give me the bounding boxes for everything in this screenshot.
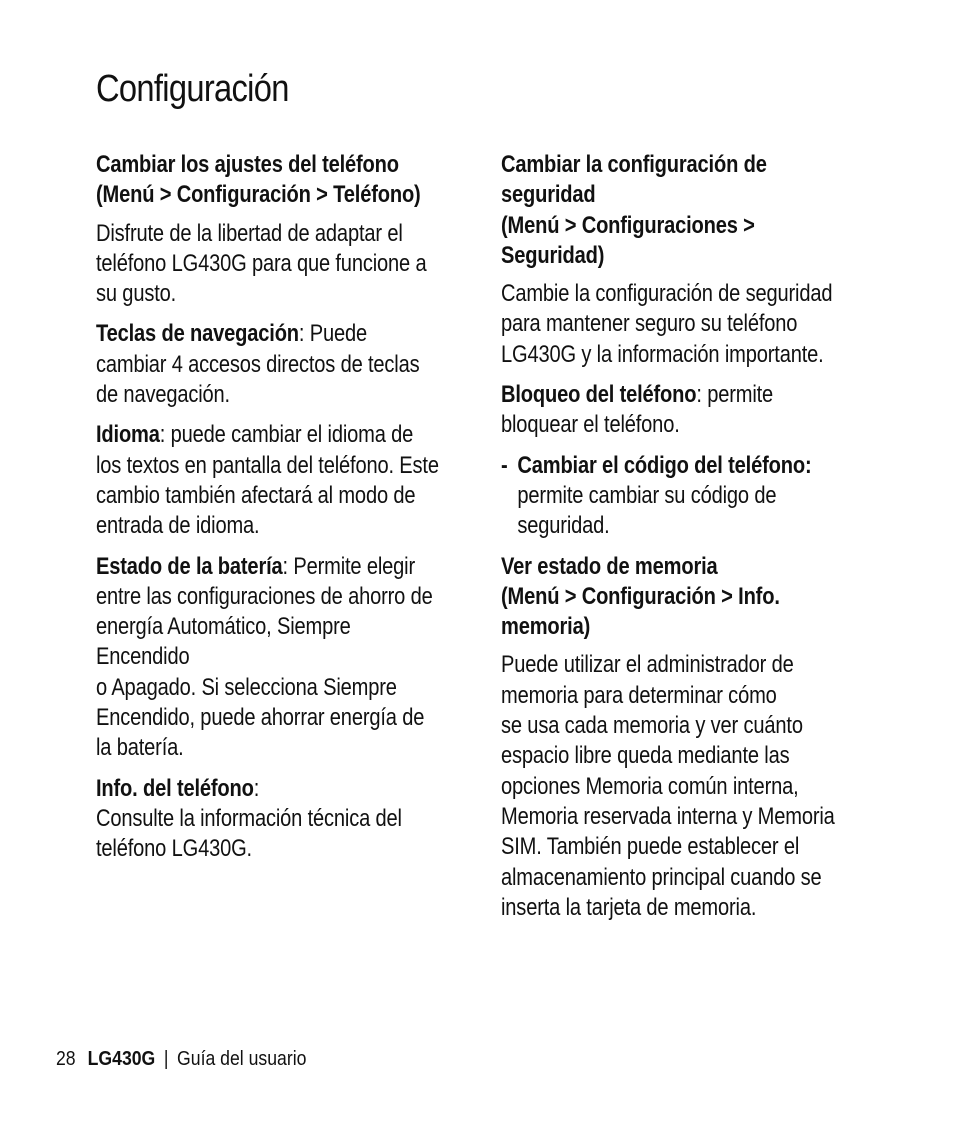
change-code-item [501,451,854,542]
memory-body-line: opciones Memoria común interna, [501,772,799,800]
change-code-term: Cambiar el código del teléfono: [517,451,812,479]
page-title: Configuración [96,68,289,110]
security-heading [501,150,854,271]
phone-info-line: Consulte la información técnica del [96,804,402,832]
security-intro [501,279,854,370]
security-heading-line: Seguridad) [501,241,605,269]
memory-body-line: inserta la tarjeta de memoria. [501,893,757,921]
memory-body [501,650,854,923]
language-paragraph [96,420,449,541]
right-column [501,150,931,933]
footer-separator: | [163,1047,169,1070]
navigation-keys-text: : Puede [298,320,368,348]
battery-status-line: la batería. [96,734,184,762]
navigation-keys-line: cambiar 4 accesos directos de teclas [96,350,420,378]
language-line: cambio también afectará al modo de [96,481,416,509]
phone-info-paragraph [96,774,449,865]
security-heading-line: Cambiar la configuración de [501,151,767,178]
intro-line: su gusto. [96,280,177,308]
model-name: LG430G [87,1047,156,1070]
phone-settings-heading-line-2: (Menú > Configuración > Teléfono) [96,181,421,209]
phone-lock-paragraph [501,380,854,441]
phone-info-colon: : [253,774,260,802]
phone-settings-heading [96,150,449,211]
phone-info-term: Info. del teléfono [96,774,254,802]
battery-status-line: o Apagado. Si selecciona Siempre [96,673,397,701]
memory-body-line: Memoria reservada interna y Memoria [501,802,835,830]
navigation-keys-line: de navegación. [96,381,230,409]
security-heading-line: seguridad [501,181,596,209]
dash-bullet: - [501,451,508,479]
change-code-line: seguridad. [517,512,610,540]
memory-body-line: se usa cada memoria y ver cuánto [501,712,803,740]
phone-lock-term: Bloqueo del teléfono [501,381,697,409]
battery-status-paragraph [96,552,449,764]
battery-status-term: Estado de la batería [96,552,283,580]
left-column [96,150,526,875]
memory-heading-line: (Menú > Configuración > Info. [501,582,780,610]
security-intro-line: Cambie la configuración de seguridad [501,280,833,308]
language-line: entrada de idioma. [96,512,260,540]
page-footer [56,1046,306,1072]
page-number: 28 [56,1047,76,1070]
security-intro-line: LG430G y la información importante. [501,340,824,368]
phone-settings-heading-line-1: Cambiar los ajustes del teléfono [96,151,399,178]
phone-lock-text: : permite [696,381,774,409]
battery-status-text: : Permite elegir [282,552,416,580]
phone-lock-line: bloquear el teléfono. [501,411,680,439]
guide-title: Guía del usuario [177,1047,307,1070]
navigation-keys-term: Teclas de navegación [96,320,299,348]
phone-info-line: teléfono LG430G. [96,835,252,863]
memory-heading [501,552,854,643]
change-code-line: permite cambiar su código de [517,481,777,509]
language-line: los textos en pantalla del teléfono. Este [96,451,439,479]
memory-body-line: espacio libre queda mediante las [501,742,790,770]
memory-body-line: Puede utilizar el administrador de [501,651,794,679]
battery-status-line: energía Automático, Siempre Encendido [96,613,351,671]
language-term: Idioma [96,421,160,449]
navigation-keys-paragraph [96,319,449,410]
battery-status-line: Encendido, puede ahorrar energía de [96,704,425,732]
phone-settings-intro [96,219,449,310]
security-heading-line: (Menú > Configuraciones > [501,211,755,239]
memory-body-line: almacenamiento principal cuando se [501,863,822,891]
language-text: : puede cambiar el idioma de [159,421,414,449]
memory-body-line: SIM. También puede establecer el [501,833,800,861]
memory-heading-line: Ver estado de memoria [501,552,718,580]
battery-status-line: entre las configuraciones de ahorro de [96,582,433,610]
intro-line: Disfrute de la libertad de adaptar el [96,219,403,247]
intro-line: teléfono LG430G para que funcione a [96,249,427,277]
security-intro-line: para mantener seguro su teléfono [501,310,798,338]
memory-body-line: memoria para determinar cómo [501,681,777,709]
memory-heading-line: memoria) [501,613,591,641]
